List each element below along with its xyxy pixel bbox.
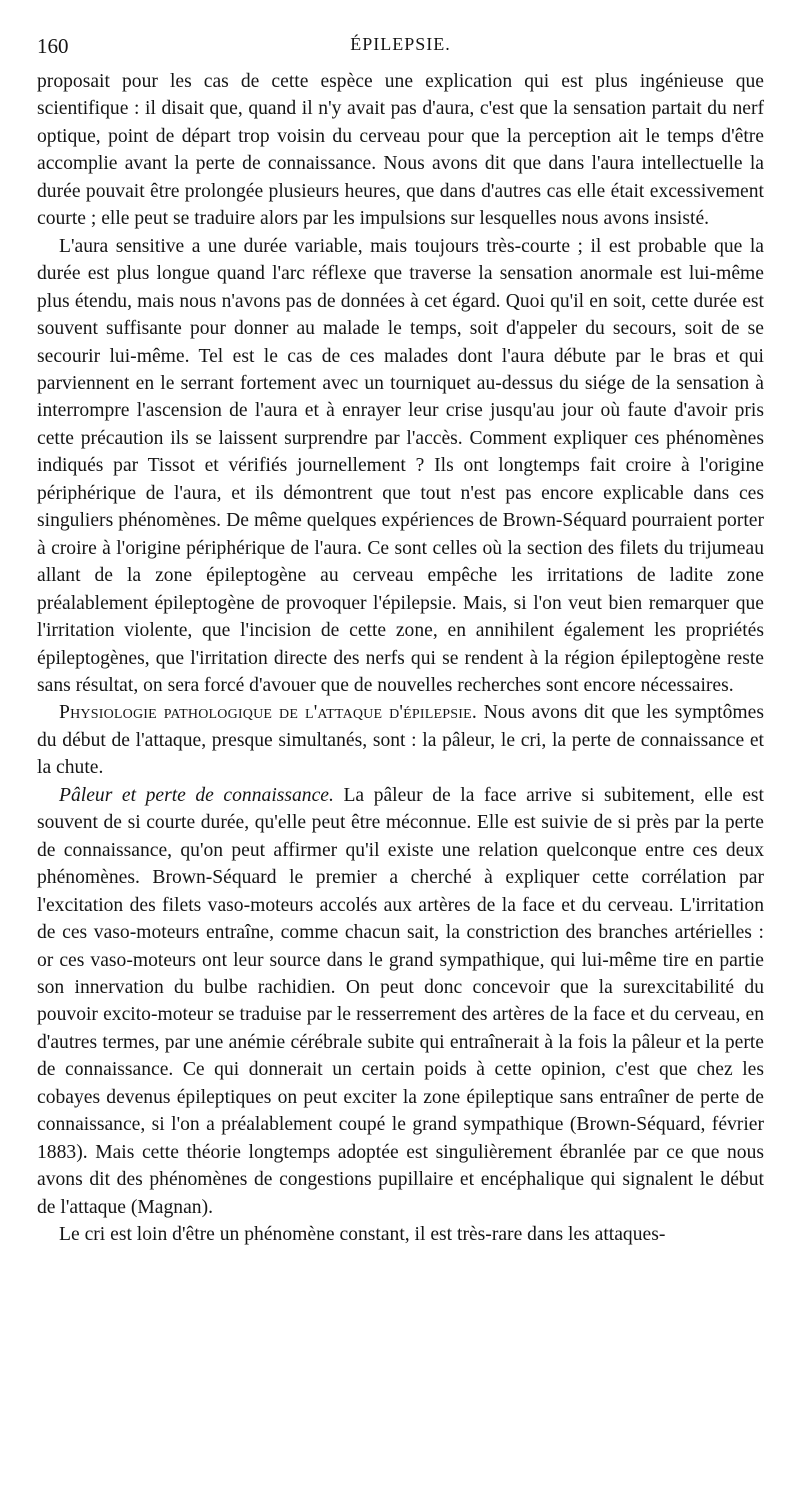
running-title: ÉPILEPSIE. xyxy=(350,34,451,54)
paragraph-physiologie xyxy=(37,699,764,781)
paragraph-aura-sensitive xyxy=(37,233,764,700)
italic-heading: Pâleur et perte de connaissance. xyxy=(59,784,334,806)
page-number: 160 xyxy=(37,34,69,58)
page-body xyxy=(37,68,764,1248)
paragraph-paleur xyxy=(37,782,764,1221)
paragraph-text: Nous avons dit que les symptômes du début de l'attaque, presque simultanés, sont : la pâleur, le cri, la perte de connaissance et la chute. xyxy=(37,702,764,779)
page-header xyxy=(37,28,764,68)
paragraph-text: La pâleur de la face arrive si subitement, elle est souvent de si courte durée, qu'elle peut être méconnue. Elle est suivie de si près par la perte de connaissance, qu'on peut affirmer qu'il existe une relation quelconque entre ces deux phénomènes. Brown-Séquard le premier a cherché à expliquer cette corrélation par l'excitation des filets vaso-moteurs accolés aux artères de la face et du cerveau. L'irritation de ces vaso-moteurs entraîne, comme chacun sait, la constriction des branches artérielles : or ces vaso-moteurs ont leur source dans le grand sympathique, qui lui-même tire en partie son innervation du bulbe rachidien. On peut donc concevoir que la surexcitabilité du pouvoir excito-moteur se traduise par le resserrement des artères de la face et du cerveau, en d'autres termes, par une anémie cérébrale subite qui entraînerait à la fois la pâleur et la perte de connaissance. Ce qui donnerait un certain poids à cette opinion, c'est que chez les cobayes devenus épileptiques on peut exciter la zone épileptique sans entraîner de perte de connaissance, si l'on a préalablement coupé le grand sympathique (Brown-Séquard, février 1883). Mais cette théorie longtemps adoptée est singulièrement ébranlée par ce que nous avons dit des phénomènes de congestions pupillaire et encéphalique qui signalent le début de l'attaque (Magnan). xyxy=(37,784,764,1218)
paragraph-text: Le cri est loin d'être un phénomène constant, il est très-rare dans les attaques- xyxy=(59,1224,666,1246)
section-heading: Physiologie pathologique de l'attaque d'épilepsie. xyxy=(59,702,477,724)
paragraph-continuation xyxy=(37,68,764,233)
paragraph-text: proposait pour les cas de cette espèce une explication qui est plus ingénieuse que scientifique : il disait que, quand il n'y avait pas d'aura, c'est que la sensation partait du nerf optique, point de départ trop voisin du cerveau pour que la perception ait le temps d'être accomplie avant la perte de connaissance. Nous avons dit que dans l'aura intellectuelle la durée pouvait être prolongée plusieurs heures, que dans d'autres cas elle était excessivement courte ; elle peut se traduire alors par les impulsions sur lesquelles nous avons insisté. xyxy=(37,71,764,230)
paragraph-cri xyxy=(37,1221,764,1248)
paragraph-text: L'aura sensitive a une durée variable, mais toujours très-courte ; il est probable que la durée est plus longue quand l'arc réflexe que traverse la sensation anormale est lui-même plus étendu, mais nous n'avons pas de données à cet égard. Quoi qu'il en soit, cette durée est souvent suffisante pour donner au malade le temps, soit d'appeler du secours, soit de se secourir lui-même. Tel est le cas de ces malades dont l'aura débute par le bras et qui parviennent en le serrant fortement avec un tourniquet au-dessus du siége de la sensation à interrompre l'ascension de l'aura et à enrayer leur crise jusqu'au jour où faute d'avoir pris cette précaution ils se laissent surprendre par l'accès. Comment expliquer ces phénomènes indiqués par Tissot et vérifiés journellement ? Ils ont longtemps fait croire à l'origine périphérique de l'aura, et ils démontrent que tout n'est pas encore explicable dans ces singuliers phénomènes. De même quelques expériences de Brown-Séquard pourraient porter à croire à l'origine périphérique de l'aura. Ce sont celles où la section des filets du trijumeau allant de la zone épileptogène au cerveau empêche les irritations de ladite zone préalablement épileptogène de provoquer l'épilepsie. Mais, si l'on veut bien remarquer que l'irritation violente, que l'incision de cette zone, en annihilent également les propriétés épileptogènes, que l'irritation directe des nerfs qui se rendent à la région épileptogène reste sans résultat, on sera forcé d'avouer que de nouvelles recherches sont encore nécessaires. xyxy=(37,235,764,696)
